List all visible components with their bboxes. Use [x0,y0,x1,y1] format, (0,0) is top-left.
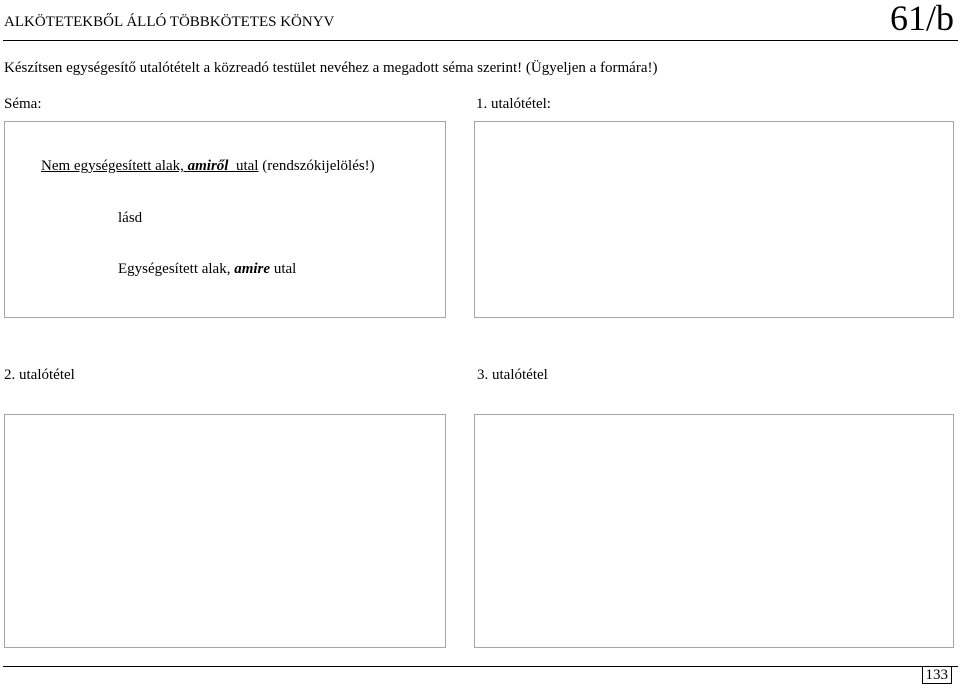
entry1-label: 1. utalótétel: [476,96,551,112]
entry2-box[interactable] [4,414,446,648]
schema-line-see: lásd [118,210,143,226]
page-number: 133 [922,667,953,684]
schema-line-target: Egységesített alak, amire utal [118,261,297,277]
schema-label: Séma: [4,96,42,112]
entry2-label: 2. utalótétel [4,367,75,383]
schema-note: (rendszókijelölés!) [258,158,375,174]
schema-box [4,121,446,318]
header-rule [3,40,958,41]
header-title: ALKÖTETEKBŐL ÁLLÓ TÖBBKÖTETES KÖNYV [4,14,335,30]
entry3-label: 3. utalótétel [477,367,548,383]
footer-rule [3,666,958,667]
page-code: 61/b [889,0,954,38]
schema-source-form: Nem egységesített alak, amiről utal [41,158,259,174]
entry3-box[interactable] [474,414,954,648]
entry1-box[interactable] [474,121,954,318]
instruction-text: Készítsen egységesítő utalótételt a közreadó testület nevéhez a megadott séma szerint! (Ügyeljen a formára!) [4,60,658,76]
schema-line-source [41,158,375,175]
